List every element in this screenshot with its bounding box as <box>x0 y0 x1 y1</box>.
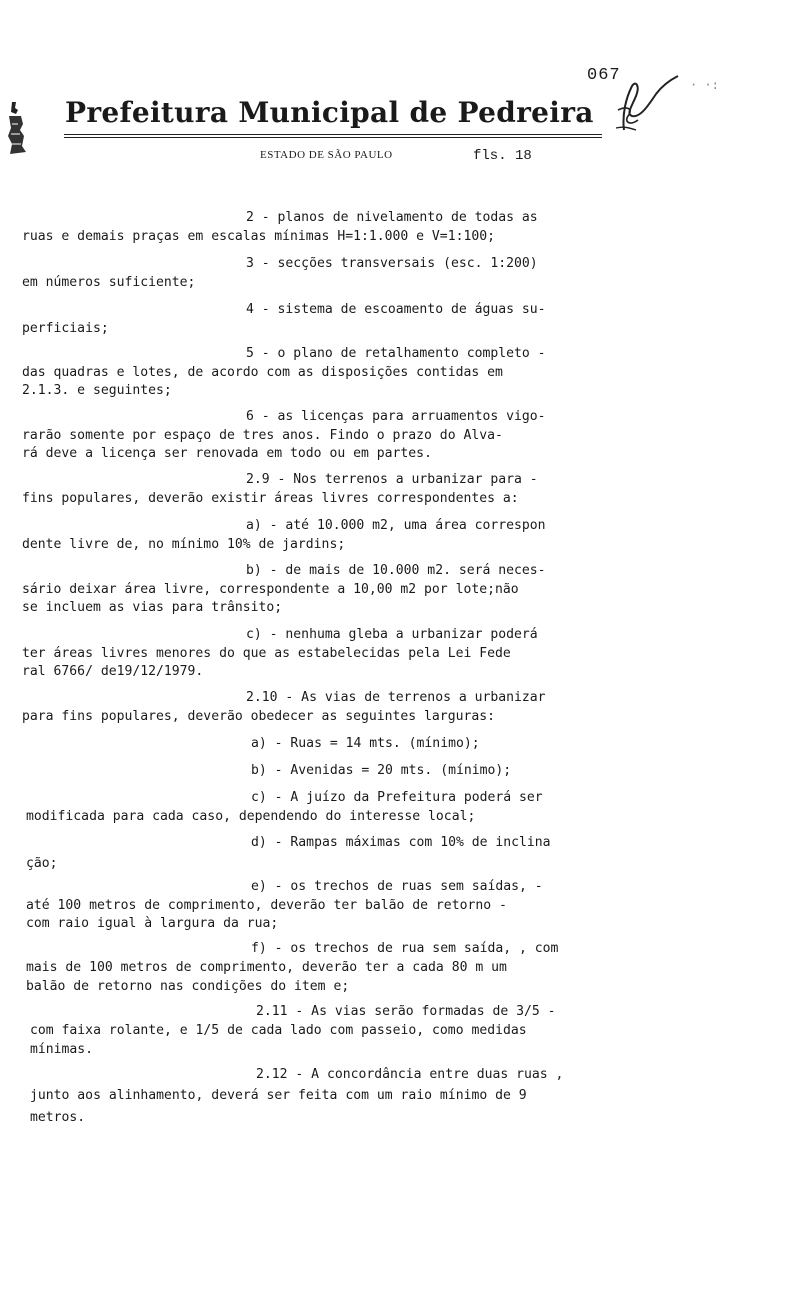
handwritten-initials-icon <box>612 70 692 140</box>
body-line: perficiais; <box>22 321 109 336</box>
sheet-number: fls. 18 <box>473 148 532 164</box>
body-line: e) - os trechos de ruas sem saídas, - <box>251 879 543 894</box>
body-line: até 100 metros de comprimento, deverão ter balão de retorno - <box>26 898 507 913</box>
body-line: b) - Avenidas = 20 mts. (mínimo); <box>251 763 512 778</box>
body-line: 6 - as licenças para arruamentos vigo- <box>246 409 546 424</box>
body-line: 4 - sistema de escoamento de águas su- <box>246 302 546 317</box>
header-divider-2 <box>64 137 602 138</box>
state-subtitle: ESTADO DE SÃO PAULO <box>260 149 393 161</box>
scan-mark: · ·: <box>690 78 719 92</box>
body-line: metros. <box>30 1110 86 1125</box>
body-line: c) - A juízo da Prefeitura poderá ser <box>251 790 543 805</box>
body-line: com faixa rolante, e 1/5 de cada lado com passeio, como medidas <box>30 1023 527 1038</box>
coat-of-arms-icon <box>6 100 30 158</box>
body-line: 2.11 - As vias serão formadas de 3/5 - <box>256 1004 556 1019</box>
body-line: para fins populares, deverão obedecer as seguintes larguras: <box>22 709 495 724</box>
body-line: 2.10 - As vias de terrenos a urbanizar <box>246 690 546 705</box>
header-divider <box>64 134 602 135</box>
body-line: balão de retorno nas condições do item e; <box>26 979 350 994</box>
body-line: a) - até 10.000 m2, uma área correspon <box>246 518 546 533</box>
body-line: c) - nenhuma gleba a urbanizar poderá <box>246 627 538 642</box>
body-line: sário deixar área livre, correspondente a 10,00 m2 por lote;não <box>22 582 519 597</box>
body-line: 5 - o plano de retalhamento completo - <box>246 346 546 361</box>
body-line: em números suficiente; <box>22 275 196 290</box>
body-line: b) - de mais de 10.000 m2. será neces- <box>246 563 546 578</box>
body-line: 3 - secções transversais (esc. 1:200) <box>246 256 538 271</box>
body-line: ral 6766/ de19/12/1979. <box>22 664 204 679</box>
body-line: junto aos alinhamento, deverá ser feita com um raio mínimo de 9 <box>30 1088 527 1103</box>
stamp-number: 067 <box>587 66 621 85</box>
body-line: 2.12 - A concordância entre duas ruas , <box>256 1067 564 1082</box>
body-line: mais de 100 metros de comprimento, deverão ter a cada 80 m um <box>26 960 507 975</box>
body-line: 2.1.3. e seguintes; <box>22 383 172 398</box>
page-title: Prefeitura Municipal de Pedreira <box>65 96 594 129</box>
body-line: modificada para cada caso, dependendo do interesse local; <box>26 809 476 824</box>
body-line: ção; <box>26 856 58 871</box>
body-line: 2 - planos de nivelamento de todas as <box>246 210 538 225</box>
body-line: 2.9 - Nos terrenos a urbanizar para - <box>246 472 538 487</box>
body-line: ter áreas livres menores do que as estabelecidas pela Lei Fede <box>22 646 511 661</box>
body-line: ruas e demais praças em escalas mínimas H=1:1.000 e V=1:100; <box>22 229 495 244</box>
body-line: mínimas. <box>30 1042 94 1057</box>
body-line: f) - os trechos de rua sem saída, , com <box>251 941 559 956</box>
body-line: d) - Rampas máximas com 10% de inclina <box>251 835 551 850</box>
body-line: se incluem as vias para trânsito; <box>22 600 283 615</box>
body-line: com raio igual à largura da rua; <box>26 916 279 931</box>
body-line: a) - Ruas = 14 mts. (mínimo); <box>251 736 480 751</box>
body-line: fins populares, deverão existir áreas livres correspondentes a: <box>22 491 519 506</box>
body-line: rá deve a licença ser renovada em todo ou em partes. <box>22 446 432 461</box>
body-line: das quadras e lotes, de acordo com as disposições contidas em <box>22 365 503 380</box>
body-line: rarão somente por espaço de tres anos. Findo o prazo do Alva- <box>22 428 503 443</box>
body-line: dente livre de, no mínimo 10% de jardins; <box>22 537 346 552</box>
